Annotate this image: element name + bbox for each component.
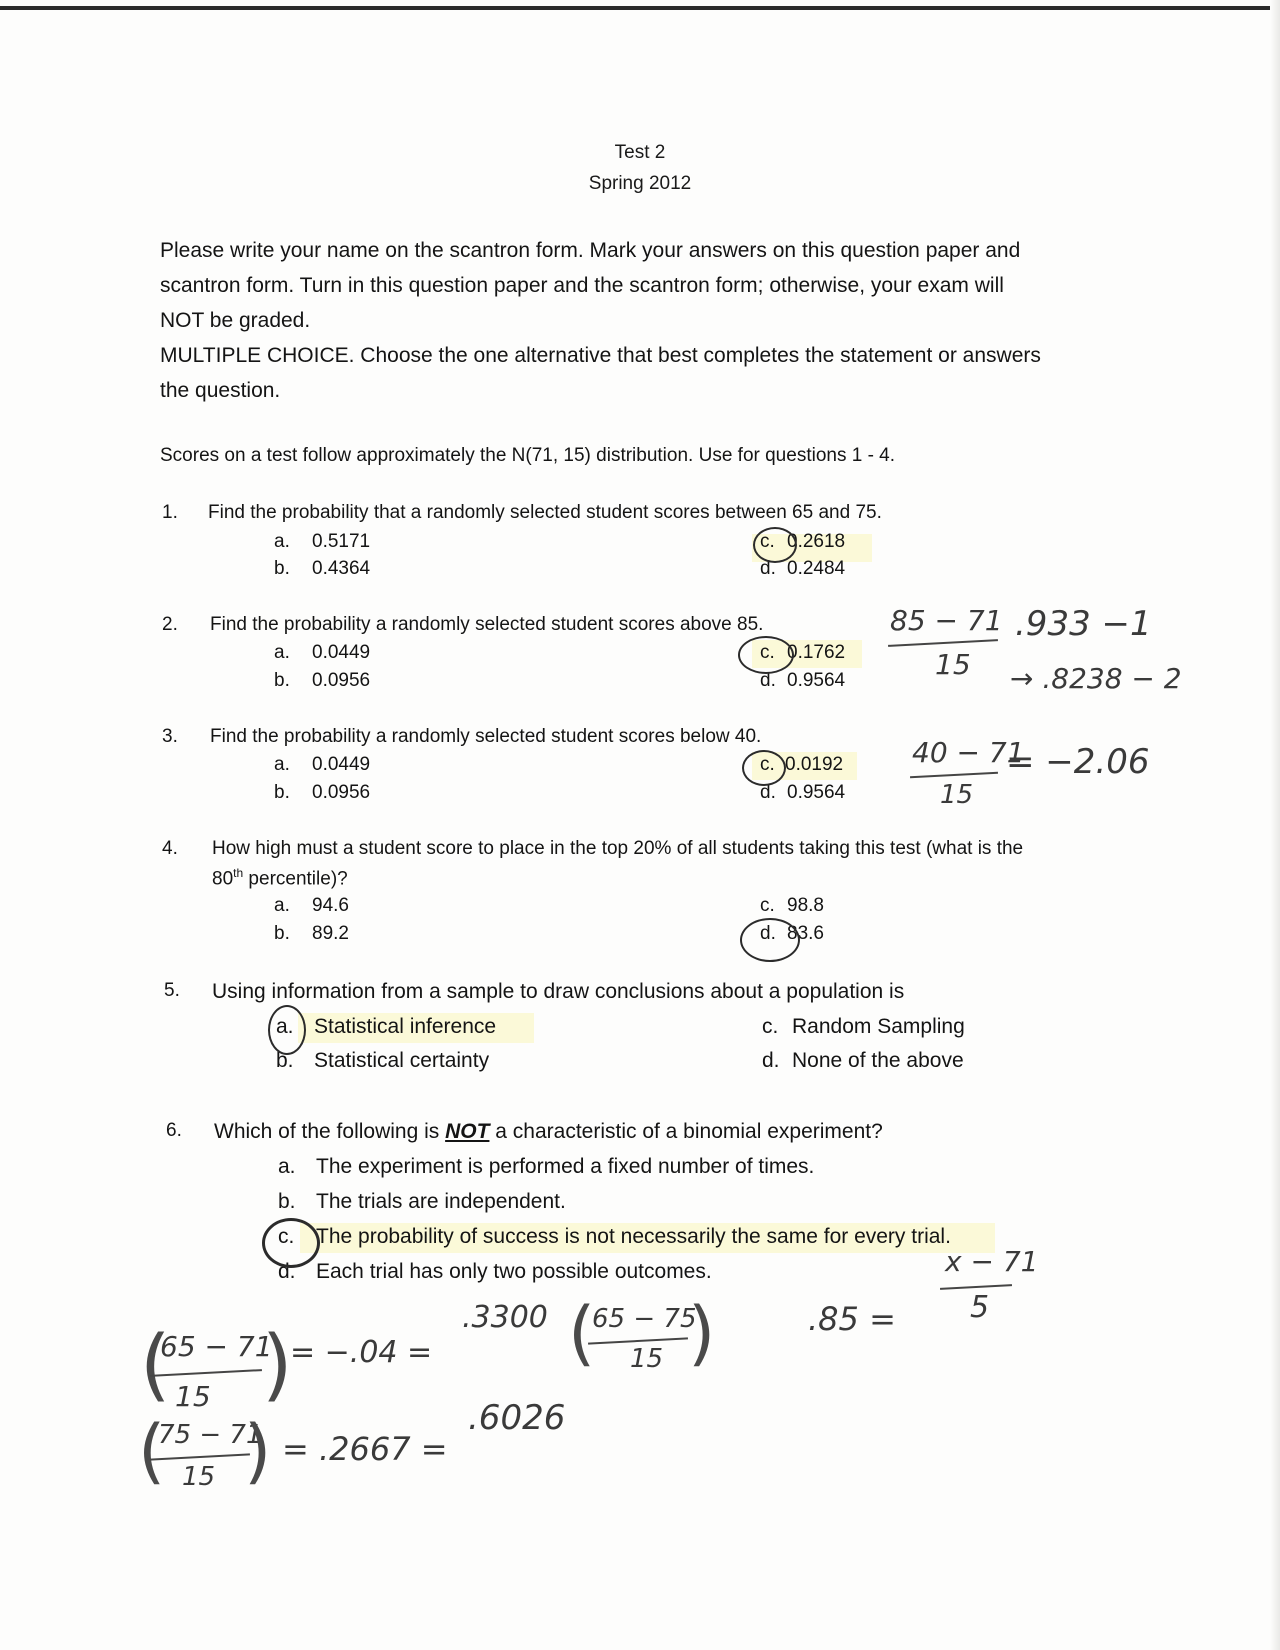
question-number: 2. (162, 614, 178, 635)
handwritten-equation: .85 = (808, 1300, 896, 1338)
instructions (160, 233, 1120, 408)
option-b: Statistical certainty (314, 1049, 490, 1072)
ordinal-suffix: th (233, 866, 244, 880)
handwritten-denominator: 15 (935, 648, 971, 681)
option-a: Statistical inference (314, 1015, 497, 1038)
option-letter: d. (760, 670, 776, 691)
handwritten-denominator: 15 (630, 1344, 664, 1374)
question-number: 6. (166, 1120, 182, 1141)
option-letter: a. (278, 1155, 296, 1178)
option-d: 83.6 (787, 923, 824, 944)
option-d: 0.9564 (787, 670, 846, 691)
option-a: 94.6 (312, 895, 349, 916)
scan-edge-right (1270, 0, 1280, 1650)
question-text-part: Which of the following is (214, 1120, 446, 1143)
option-letter: d. (278, 1260, 296, 1283)
option-letter: a. (274, 531, 290, 552)
option-letter: a. (274, 642, 290, 663)
question-number: 3. (162, 726, 178, 747)
answer-circle (268, 1005, 306, 1055)
handwritten-numerator: 65 − 71 (160, 1330, 273, 1363)
option-a: The experiment is performed a fixed number of times. (316, 1155, 815, 1178)
question-text-part: 80 (212, 868, 234, 890)
option-c: 0.1762 (787, 642, 846, 663)
option-letter: b. (274, 670, 290, 691)
answer-circle (738, 636, 794, 674)
option-c: 98.8 (787, 895, 824, 916)
fraction-bar (888, 639, 998, 647)
option-letter: c. (760, 531, 775, 552)
emphasis-not: NOT (445, 1120, 490, 1143)
handwritten-numerator: 85 − 71 (890, 604, 1003, 637)
option-letter: a. (274, 754, 290, 775)
option-letter: a. (276, 1015, 294, 1038)
question-text: Find the probability a randomly selected student scores below 40. (210, 726, 762, 747)
option-letter: b. (274, 558, 290, 579)
option-letter: b. (278, 1190, 296, 1213)
option-a: 0.0449 (312, 754, 371, 775)
instructions-line: MULTIPLE CHOICE. Choose the one alternative that best completes the statement or answers (160, 344, 1041, 367)
instructions-line: NOT be graded. (160, 309, 311, 332)
question-number: 5. (164, 980, 180, 1001)
option-c: 0.2618 (787, 531, 846, 552)
option-letter: c. (760, 754, 775, 775)
option-c: 0.0192 (785, 754, 844, 775)
option-letter: c. (760, 895, 775, 916)
option-d: 0.9564 (787, 782, 846, 803)
fraction-bar (910, 772, 998, 779)
question-number: 1. (162, 502, 178, 523)
paren-close: ) (688, 1292, 716, 1374)
option-d: 0.2484 (787, 558, 846, 579)
answer-circle (262, 1218, 320, 1268)
option-a: 0.5171 (312, 531, 371, 552)
handwritten-probability: .3300 (462, 1300, 548, 1335)
question-number: 4. (162, 838, 178, 859)
option-b: 89.2 (312, 923, 349, 944)
test-title: Test 2 (614, 142, 666, 163)
question-text: Find the probability that a randomly selected student scores between 65 and 75. (208, 502, 882, 523)
handwritten-denominator: 15 (182, 1462, 216, 1492)
answer-circle (753, 527, 797, 563)
option-c: Random Sampling (792, 1015, 965, 1038)
handwritten-numerator: x − 71 (945, 1245, 1039, 1278)
handwritten-denominator: 15 (175, 1380, 211, 1413)
paren-open: ( (568, 1292, 596, 1374)
question-text-part: percentile)? (243, 868, 348, 890)
option-d: Each trial has only two possible outcomes. (316, 1260, 712, 1283)
option-d: None of the above (792, 1049, 964, 1072)
handwritten-numerator: 75 − 71 (158, 1420, 263, 1450)
option-letter: d. (760, 558, 776, 579)
handwritten-result: = −2.06 (1006, 742, 1150, 782)
option-letter: b. (274, 923, 290, 944)
paren-open: ( (138, 1410, 166, 1492)
option-letter: a. (274, 895, 290, 916)
option-letter: b. (276, 1049, 294, 1072)
instructions-line: the question. (160, 379, 281, 402)
option-b: The trials are independent. (316, 1190, 566, 1213)
option-letter: b. (274, 782, 290, 803)
option-letter: c. (760, 642, 775, 663)
answer-circle (742, 750, 786, 786)
question-text: How high must a student score to place in the top 20% of all students taking this test (what is the (212, 838, 1024, 859)
option-b: 0.4364 (312, 558, 371, 579)
handwritten-zscore: = .2667 = (282, 1430, 448, 1468)
handwritten-denominator: 15 (940, 780, 974, 810)
handwritten-probability: → .8238 − 2 (1010, 662, 1182, 695)
question-text: Using information from a sample to draw conclusions about a population is (212, 980, 905, 1003)
option-letter: d. (760, 782, 776, 803)
handwritten-zscore: = −.04 = (290, 1335, 433, 1370)
paren-open: ( (140, 1320, 171, 1410)
question-text-cont (212, 866, 348, 890)
option-b: 0.0956 (312, 782, 371, 803)
handwritten-denominator: 5 (970, 1290, 990, 1325)
option-letter: c. (762, 1015, 779, 1038)
question-text (214, 1120, 883, 1144)
handwritten-numerator: 40 − 71 (912, 736, 1025, 769)
option-letter: d. (760, 923, 776, 944)
option-letter: c. (278, 1225, 295, 1248)
instructions-line: Please write your name on the scantron form. Mark your answers on this question paper and (160, 239, 1021, 262)
handwritten-zscore: .933 −1 (1015, 604, 1152, 644)
option-a: 0.0449 (312, 642, 371, 663)
paren-close: ) (262, 1320, 293, 1410)
question-text: Find the probability a randomly selected student scores above 85. (210, 614, 764, 635)
answer-circle (740, 918, 800, 962)
paren-close: ) (244, 1410, 272, 1492)
instructions-line: scantron form. Turn in this question paper and the scantron form; otherwise, your exam will (160, 274, 1004, 297)
option-letter: d. (762, 1049, 780, 1072)
handwritten-probability: .6026 (468, 1398, 566, 1438)
option-c: The probability of success is not necessarily the same for every trial. (316, 1225, 951, 1248)
scan-edge-top (0, 6, 1270, 10)
test-term: Spring 2012 (588, 173, 692, 194)
handwritten-numerator: 65 − 75 (592, 1304, 697, 1334)
distribution-intro: Scores on a test follow approximately the N(71, 15) distribution. Use for questions 1 - 4. (160, 445, 896, 466)
option-b: 0.0956 (312, 670, 371, 691)
question-text-part: a characteristic of a binomial experiment? (489, 1120, 883, 1143)
